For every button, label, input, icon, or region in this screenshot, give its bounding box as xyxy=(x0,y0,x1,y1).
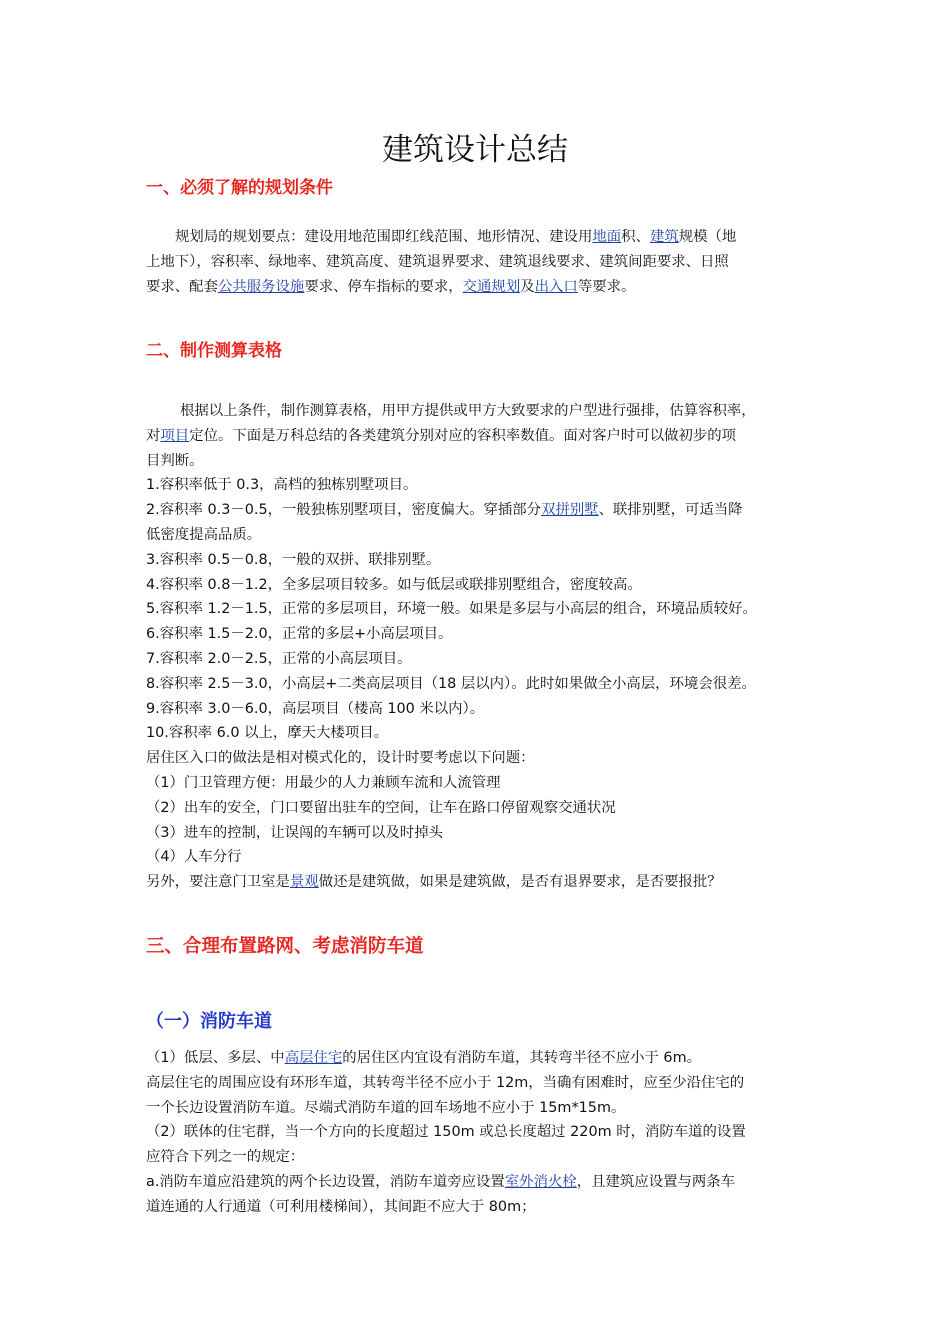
text-line xyxy=(146,870,808,895)
text-span: 规模（地 xyxy=(678,229,737,245)
link-outdoor-hydrant[interactable]: 室外消火栓 xyxy=(504,1173,577,1190)
text-span: 积、 xyxy=(621,229,650,245)
text-span: 要求、停车指标的要求， xyxy=(304,278,463,295)
link-landscape[interactable]: 景观 xyxy=(289,874,319,891)
text-line xyxy=(146,1170,808,1195)
list-item: 1.容积率低于 0.3，高档的独栋别墅项目。 xyxy=(146,477,418,494)
link-semi-detached-villa[interactable]: 双拼别墅 xyxy=(541,502,599,519)
list-item: 6.容积率 1.5－2.0，正常的多层+小高层项目。 xyxy=(146,626,453,643)
text-line xyxy=(146,225,808,250)
text-line: 道连通的人行通道（可利用楼梯间），其间距不应大于 80m； xyxy=(146,1198,536,1215)
text-span: （1）低层、多层、中 xyxy=(146,1050,285,1066)
link-project[interactable]: 项目 xyxy=(160,427,190,444)
subsection-heading: （一）消防车道 xyxy=(146,1011,272,1032)
link-entrance[interactable]: 出入口 xyxy=(534,278,578,295)
text-span: 及 xyxy=(520,278,535,295)
list-item: 10.容积率 6.0 以上，摩天大楼项目。 xyxy=(146,725,388,742)
text-line: 根据以上条件，制作测算表格，用甲方提供或甲方大致要求的户型进行强排，估算容积率， xyxy=(180,403,756,419)
text-span: 等要求。 xyxy=(577,278,636,295)
text-span: 对 xyxy=(146,427,161,444)
text-span: 要求、配套 xyxy=(146,278,218,295)
text-line xyxy=(146,1046,808,1071)
text-span: 2.容积率 0.3－0.5，一般独栋别墅项目，密度偏大。穿插部分 xyxy=(146,502,542,519)
text-line xyxy=(146,424,808,449)
text-line: （2）联体的住宅群，当一个方向的长度超过 150m 或总长度超过 220m 时，消防车道的设置 xyxy=(146,1124,746,1141)
link-land-area[interactable]: 地面 xyxy=(592,229,622,245)
list-item: 7.容积率 2.0－2.5，正常的小高层项目。 xyxy=(146,650,412,667)
text-line: 目判断。 xyxy=(146,452,204,469)
text-line xyxy=(146,275,808,300)
section-2-body xyxy=(146,399,808,895)
link-building[interactable]: 建筑 xyxy=(649,229,679,245)
section-1-paragraph xyxy=(146,225,808,299)
text-line: 应符合下列之一的规定： xyxy=(146,1149,305,1166)
text-span: 规划局的规划要点：建设用地范围即红线范围、地形情况、建设用 xyxy=(175,229,593,245)
list-item: 5.容积率 1.2－1.5，正常的多层项目，环境一般。如果是多层与小高层的组合，环境品质较好。 xyxy=(146,601,757,618)
section-3-heading: 三、合理布置路网、考虑消防车道 xyxy=(146,936,424,957)
text-span: 的居住区内宜设有消防车道，其转弯半径不应小于 6m。 xyxy=(342,1050,702,1066)
list-item: （1）门卫管理方便：用最少的人力兼顾车流和人流管理 xyxy=(146,774,501,791)
text-line: 居住区入口的做法是相对模式化的，设计时要考虑以下问题： xyxy=(146,750,535,767)
list-item xyxy=(146,498,808,523)
link-traffic-planning[interactable]: 交通规划 xyxy=(462,278,521,295)
list-item: 4.容积率 0.8－1.2，全多层项目较多。如与低层或联排别墅组合，密度较高。 xyxy=(146,576,642,593)
section-1-heading: 一、必须了解的规划条件 xyxy=(146,178,333,198)
text-span: a.消防车道应沿建筑的两个长边设置，消防车道旁应设置 xyxy=(146,1173,505,1190)
list-item: （4）人车分行 xyxy=(146,849,242,866)
list-item: 9.容积率 3.0－6.0，高层项目（楼高 100 米以内）。 xyxy=(146,700,485,717)
text-span: 做还是建筑做，如果是建筑做，是否有退界要求，是否要报批？ xyxy=(318,874,722,891)
list-item: 8.容积率 2.5－3.0，小高层+二类高层项目（18 层以内）。此时如果做全小高层，环境会很差。 xyxy=(146,675,756,692)
link-high-rise-residential[interactable]: 高层住宅 xyxy=(284,1050,343,1066)
text-line: 上地下），容积率、绿地率、建筑高度、建筑退界要求、建筑退线要求、建筑间距要求、日照 xyxy=(146,253,729,270)
list-item-continuation: 低密度提高品质。 xyxy=(146,526,262,543)
text-line: 高层住宅的周围应设有环形车道，其转弯半径不应小于 12m，当确有困难时，应至少沿住宅的 xyxy=(146,1074,745,1091)
link-public-facilities[interactable]: 公共服务设施 xyxy=(217,278,305,295)
section-2-heading: 二、制作测算表格 xyxy=(146,341,282,361)
text-span: 、联排别墅，可适当降 xyxy=(598,502,743,519)
list-item: （3）进车的控制，让误闯的车辆可以及时掉头 xyxy=(146,824,443,841)
text-span: 另外，要注意门卫室是 xyxy=(146,874,290,891)
list-item: （2）出车的安全，门口要留出驻车的空间，让车在路口停留观察交通状况 xyxy=(146,799,616,816)
text-span: ，且建筑应设置与两条车 xyxy=(576,1173,736,1190)
section-3-body xyxy=(146,1046,808,1220)
text-line: 一个长边设置消防车道。尽端式消防车道的回车场地不应小于 15m*15m。 xyxy=(146,1099,626,1116)
text-span: 定位。下面是万科总结的各类建筑分别对应的容积率数值。面对客户时可以做初步的项 xyxy=(189,427,737,444)
list-item: 3.容积率 0.5－0.8，一般的双拼、联排别墅。 xyxy=(146,551,441,568)
page-title: 建筑设计总结 xyxy=(382,132,568,168)
